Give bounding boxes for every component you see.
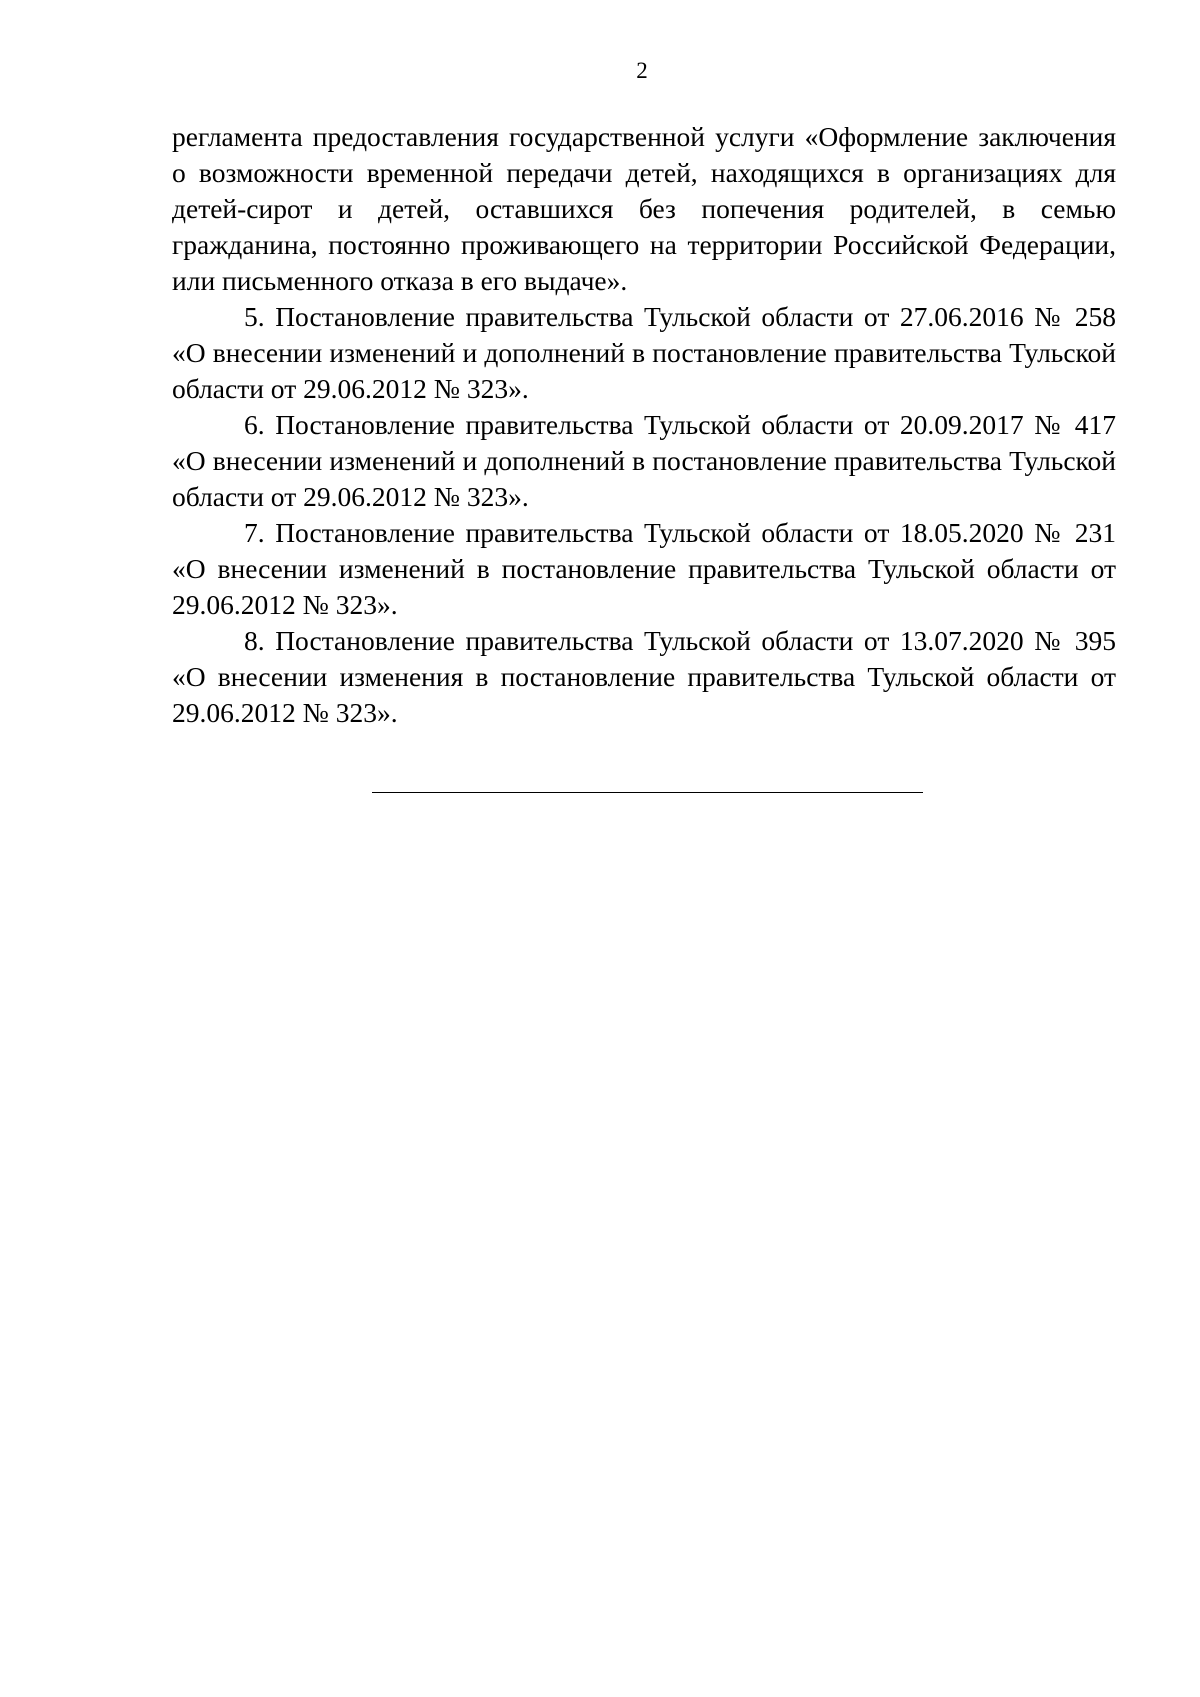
- list-item-8: 8. Постановление правительства Тульской области от 13.07.2020 № 395 «О внесении изменения в постановление правительства Тульской области от 29.06.2012 № 323».: [172, 625, 1116, 728]
- end-separator-line: [372, 792, 923, 793]
- paragraph-continuation: регламента предоставления государственной услуги «Оформление заключения о возможности временной передачи детей, находящихся в организациях для детей-сирот и детей, оставшихся без попечения родителей, в семью гражданина, постоянно проживающего на территории Российской Федерации, или письменного отказа в его выдаче».: [172, 121, 1116, 296]
- page-number: 2: [636, 58, 648, 83]
- list-item-5: 5. Постановление правительства Тульской области от 27.06.2016 № 258 «О внесении изменений и дополнений в постановление правительства Тульской области от 29.06.2012 № 323».: [172, 301, 1116, 404]
- list-item-6: 6. Постановление правительства Тульской области от 20.09.2017 № 417 «О внесении изменений и дополнений в постановление правительства Тульской области от 29.06.2012 № 323».: [172, 409, 1116, 512]
- document-body: [172, 119, 1116, 731]
- list-item-7: 7. Постановление правительства Тульской области от 18.05.2020 № 231 «О внесении изменений в постановление правительства Тульской области от 29.06.2012 № 323».: [172, 517, 1116, 620]
